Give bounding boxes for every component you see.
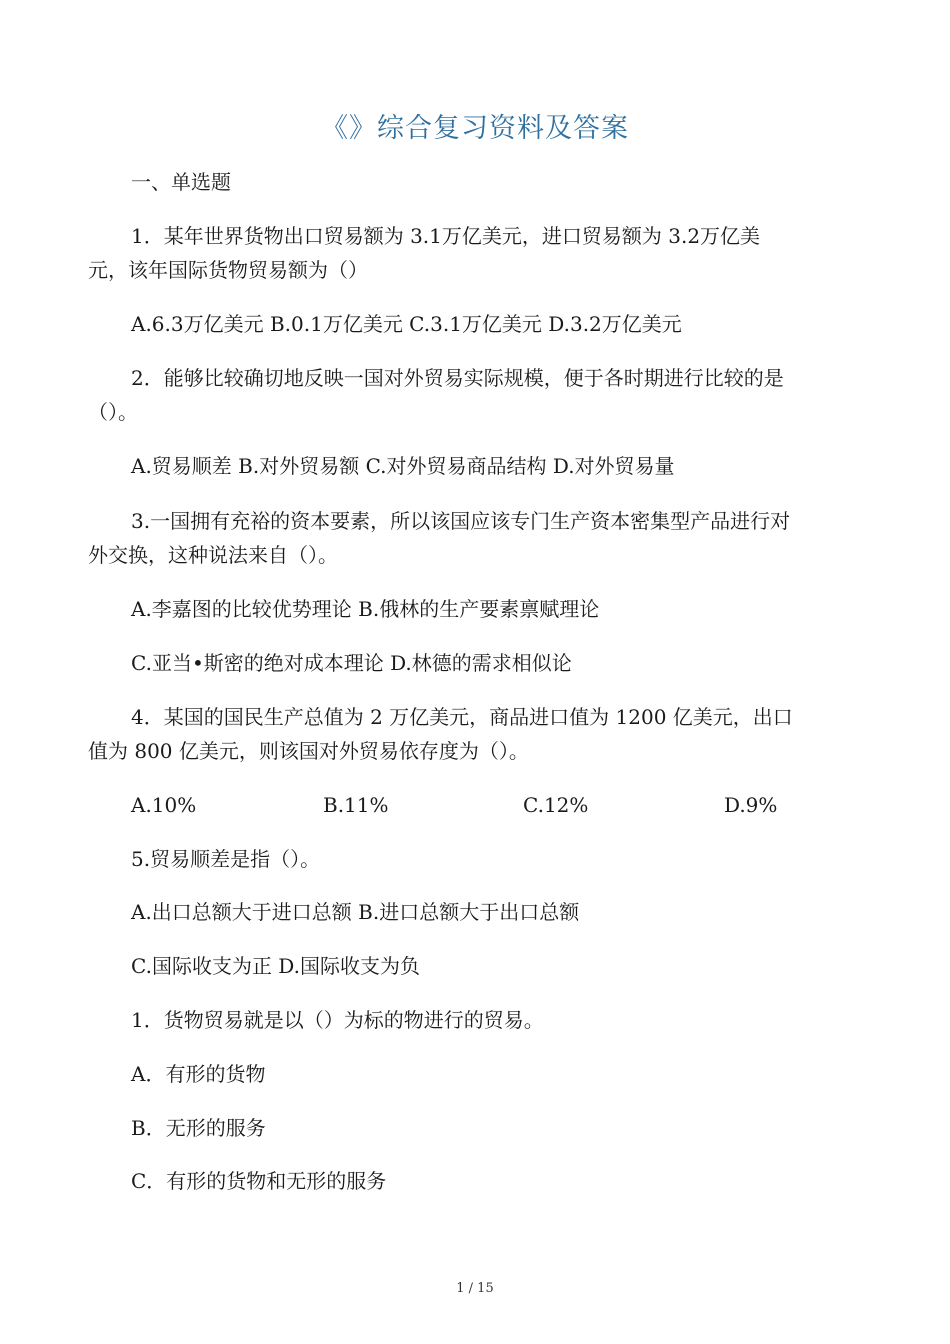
q2-options: A.贸易顺差 B.对外贸易额 C.对外贸易商品结构 D.对外贸易量 xyxy=(131,454,675,478)
q4-option-c: C.12% xyxy=(523,793,589,817)
q1-line2: 元，该年国际货物贸易额为（） xyxy=(88,258,368,282)
q1-options: A.6.3万亿美元 B.0.1万亿美元 C.3.1万亿美元 D.3.2万亿美元 xyxy=(131,312,682,336)
q5-options-cd: C.国际收支为正 D.国际收支为负 xyxy=(131,954,420,978)
q2-line1: 2．能够比较确切地反映一国对外贸易实际规模，便于各时期进行比较的是 xyxy=(131,366,784,390)
q3-line1: 3.一国拥有充裕的资本要素，所以该国应该专门生产资本密集型产品进行对 xyxy=(131,509,791,533)
q4-line1: 4．某国的国民生产总值为 2 万亿美元，商品进口值为 1200 亿美元，出口 xyxy=(131,705,793,729)
q6-option-a: A．有形的货物 xyxy=(131,1062,266,1086)
page-number: 1 / 15 xyxy=(456,1281,494,1296)
q2-line2: （）。 xyxy=(88,400,138,424)
section-heading: 一、单选题 xyxy=(131,170,231,194)
q4-option-d: D.9% xyxy=(724,793,778,817)
q6-option-c: C．有形的货物和无形的服务 xyxy=(131,1169,387,1193)
q6-line1: 1．货物贸易就是以（）为标的物进行的贸易。 xyxy=(131,1008,544,1032)
document-title: 《》综合复习资料及答案 xyxy=(321,113,629,144)
q4-option-b: B.11% xyxy=(323,793,389,817)
q3-options-cd: C.亚当•斯密的绝对成本理论 D.林德的需求相似论 xyxy=(131,651,572,675)
q3-line2: 外交换，这种说法来自（）。 xyxy=(88,543,338,567)
q5-options-ab: A.出口总额大于进口总额 B.进口总额大于出口总额 xyxy=(131,900,580,924)
q4-option-a: A.10% xyxy=(131,793,197,817)
q1-line1: 1．某年世界货物出口贸易额为 3.1万亿美元，进口贸易额为 3.2万亿美 xyxy=(131,224,761,248)
q5-line1: 5.贸易顺差是指（）。 xyxy=(131,847,321,871)
q6-option-b: B．无形的服务 xyxy=(131,1116,266,1140)
q3-options-ab: A.李嘉图的比较优势理论 B.俄林的生产要素禀赋理论 xyxy=(131,597,600,621)
q4-line2: 值为 800 亿美元，则该国对外贸易依存度为（）。 xyxy=(88,739,529,763)
